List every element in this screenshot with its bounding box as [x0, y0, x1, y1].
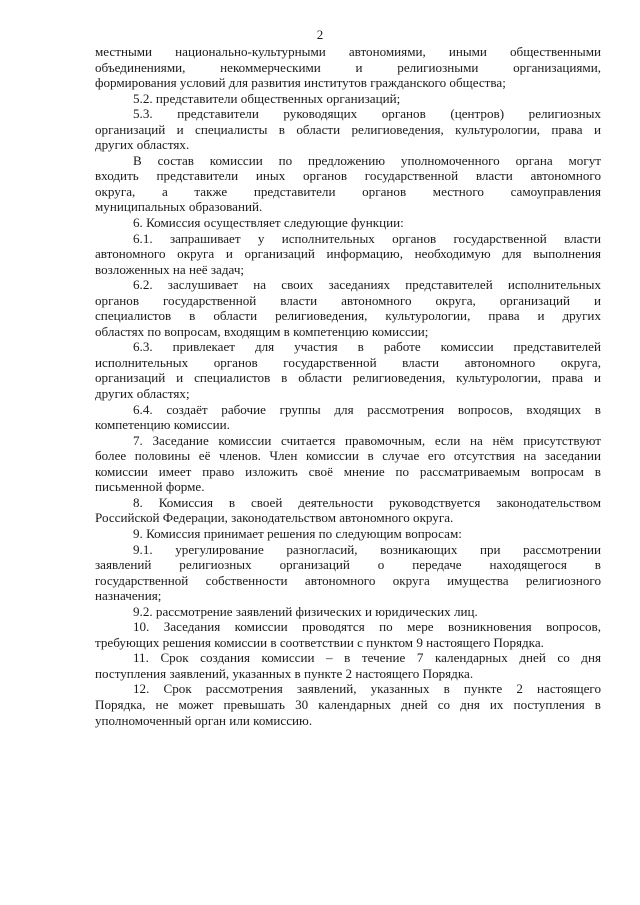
- text-line: 6. Комиссия осуществляет следующие функции:: [133, 215, 404, 231]
- text-line: 12. Срок рассмотрения заявлений, указанных в пункте 2 настоящего: [133, 681, 601, 697]
- paragraph: [95, 650, 601, 681]
- text-line: округа, а также представители органов местного самоуправления: [95, 183, 601, 199]
- text-line: 5.2. представители общественных организаций;: [133, 90, 401, 106]
- paragraph: [95, 619, 601, 650]
- text-line: объединениями, некоммерческими и религиозными организациями,: [95, 59, 601, 75]
- text-line: других областях;: [95, 386, 190, 402]
- text-line: автономного округа и организаций информацию, необходимую для выполнения: [95, 246, 601, 262]
- text-line: специалистов в области религиоведения, культурологии, права и других: [95, 308, 601, 324]
- paragraph: [95, 106, 601, 153]
- text-line: 9.1. урегулирование разногласий, возникающих при рассмотрении: [133, 541, 601, 557]
- text-line: 10. Заседания комиссии проводятся по мере возникновения вопросов,: [133, 619, 601, 635]
- paragraph: [95, 153, 601, 215]
- paragraph: [95, 681, 601, 728]
- text-line: В состав комиссии по предложению уполномоченного органа могут: [133, 152, 601, 168]
- paragraph: [95, 604, 601, 620]
- paragraph: [95, 44, 601, 91]
- text-line: 7. Заседание комиссии считается правомочным, если на нём присутствуют: [133, 432, 601, 448]
- text-line: формирования условий для развития институтов гражданского общества;: [95, 75, 506, 91]
- text-line: письменной форме.: [95, 479, 205, 495]
- text-line: Порядка, не может превышать 30 календарных дней со дня их поступления в: [95, 696, 601, 712]
- paragraph: [95, 339, 601, 401]
- text-line: уполномоченный орган или комиссию.: [95, 712, 313, 728]
- text-line: требующих решения комиссии в соответствии с пунктом 9 настоящего Порядка.: [95, 634, 544, 650]
- text-line: более половины её членов. Член комиссии в случае его отсутствия на заседании: [95, 448, 601, 464]
- text-line: заявлений религиозных организаций о передаче находящегося в: [95, 557, 601, 573]
- text-line: 5.3. представители руководящих органов (центров) религиозных: [133, 106, 601, 122]
- text-line: областях по вопросам, входящим в компетенцию комиссии;: [95, 323, 429, 339]
- text-line: 6.3. привлекает для участия в работе комиссии представителей: [133, 339, 601, 355]
- text-line: органов государственной власти автономного округа, организаций и: [95, 292, 601, 308]
- text-line: 9. Комиссия принимает решения по следующим вопросам:: [133, 525, 462, 541]
- text-line: 6.2. заслушивает на своих заседаниях представителей исполнительных: [133, 277, 601, 293]
- text-line: 6.4. создаёт рабочие группы для рассмотрения вопросов, входящих в: [133, 401, 601, 417]
- text-line: других областях.: [95, 137, 190, 153]
- paragraph: [95, 215, 601, 231]
- text-line: компетенцию комиссии.: [95, 417, 230, 433]
- text-line: 8. Комиссия в своей деятельности руководствуется законодательством: [133, 494, 601, 510]
- text-line: поступления заявлений, указанных в пункте 2 настоящего Порядка.: [95, 665, 474, 681]
- text-line: 11. Срок создания комиссии – в течение 7 календарных дней со дня: [133, 650, 601, 666]
- document-body: [95, 44, 601, 728]
- paragraph: [95, 231, 601, 278]
- paragraph: [95, 277, 601, 339]
- text-line: Российской Федерации, законодательством автономного округа.: [95, 510, 454, 526]
- paragraph: [95, 91, 601, 107]
- text-line: возложенных на неё задач;: [95, 261, 245, 277]
- paragraph: [95, 433, 601, 495]
- text-line: местными национально-культурными автономиями, иными общественными: [95, 44, 601, 59]
- text-line: исполнительных органов государственной власти автономного округа,: [95, 354, 601, 370]
- paragraph: [95, 402, 601, 433]
- page-number: 2: [316, 27, 324, 42]
- text-line: 9.2. рассмотрение заявлений физических и юридических лиц.: [133, 603, 478, 619]
- text-line: комиссии имеет право изложить своё мнение по рассматриваемым вопросам в: [95, 463, 601, 479]
- text-line: входить представители иных органов государственной власти автономного: [95, 168, 601, 184]
- paragraph: [95, 526, 601, 542]
- paragraph: [95, 495, 601, 526]
- text-line: муниципальных образований.: [95, 199, 263, 215]
- text-line: организаций и специалисты в области религиоведения, культурологии, права и: [95, 121, 601, 137]
- text-line: 6.1. запрашивает у исполнительных органов государственной власти: [133, 230, 601, 246]
- text-line: государственной собственности автономного округа имущества религиозного: [95, 572, 601, 588]
- text-line: организаций и специалистов в области религиоведения, культурологии, права и: [95, 370, 601, 386]
- paragraph: [95, 542, 601, 604]
- text-line: назначения;: [95, 588, 162, 604]
